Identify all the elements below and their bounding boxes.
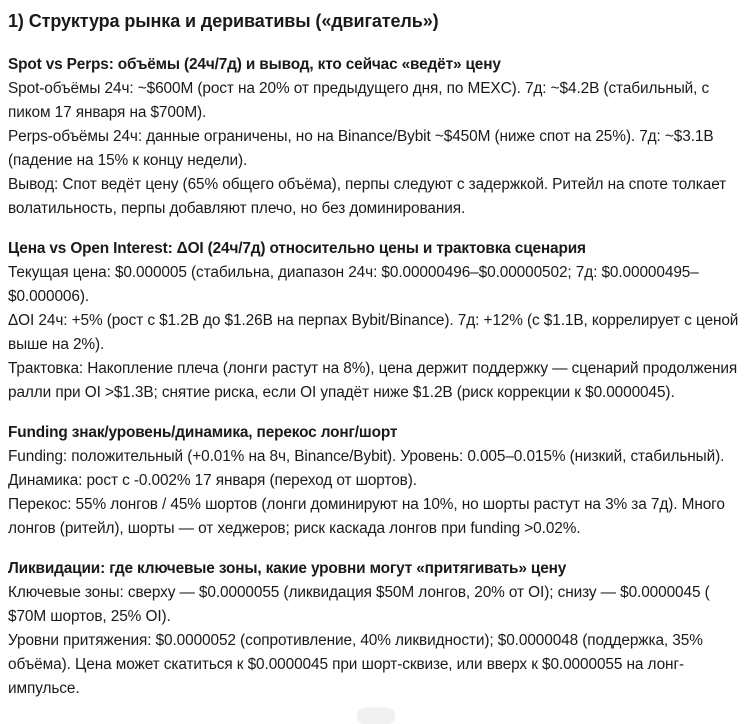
- scroll-to-bottom-button[interactable]: [357, 708, 395, 724]
- section-title: Spot vs Perps: объёмы (24ч/7д) и вывод, кто сейчас «ведёт» цену: [8, 56, 501, 73]
- section-funding: [8, 421, 746, 541]
- paragraph: Spot-объёмы 24ч: ~$600M (рост на 20% от предыдущего дня, по MEXC). 7д: ~$4.2B (стабильный, с пиком 17 января на $700M).: [8, 80, 710, 121]
- section-spot-vs-perps: [8, 53, 746, 221]
- paragraph: ΔOI 24ч: +5% (рост с $1.2B до $1.26B на перпах Bybit/Binance). 7д: +12% (с $1.1B, коррелирует с ценой выше на 2%).: [8, 312, 739, 353]
- page-title: 1) Структура рынка и деривативы («двигатель»): [8, 11, 439, 31]
- section-title: Funding знак/уровень/динамика, перекос лонг/шорт: [8, 424, 398, 441]
- section-title: Ликвидации: где ключевые зоны, какие уровни могут «притягивать» цену: [8, 560, 567, 577]
- document-body: [8, 8, 746, 717]
- paragraph: Вывод: Спот ведёт цену (65% общего объёма), перпы следуют с задержкой. Ритейл на споте толкает волатильность, перпы добавляют плечо, но без доминирования.: [8, 176, 727, 217]
- paragraph: Текущая цена: $0.000005 (стабильна, диапазон 24ч: $0.00000496–$0.00000502; 7д: $0.00000495–$0.000006).: [8, 264, 699, 305]
- section-liquidations: [8, 557, 746, 701]
- paragraph: Трактовка: Накопление плеча (лонги растут на 8%), цена держит поддержку — сценарий продолжения ралли при OI >$1.3B; снятие риска, если OI упадёт ниже $1.2B (риск коррекции к $0.0000045).: [8, 360, 738, 401]
- section-title: Цена vs Open Interest: ΔOI (24ч/7д) относительно цены и трактовка сценария: [8, 240, 586, 257]
- paragraph: Funding: положительный (+0.01% на 8ч, Binance/Bybit). Уровень: 0.005–0.015% (низкий, стабильный). Динамика: рост с -0.002% 17 января (переход от шортов).: [8, 448, 725, 489]
- section-price-vs-oi: [8, 237, 746, 405]
- paragraph: Perps-объёмы 24ч: данные ограничены, но на Binance/Bybit ~$450M (ниже спот на 25%). 7д: ~$3.1B (падение на 15% к концу недели).: [8, 128, 714, 169]
- paragraph: Уровни притяжения: $0.0000052 (сопротивление, 40% ликвидности); $0.0000048 (поддержка, 35% объёма). Цена может скатиться к $0.0000045 при шорт-сквизе, или вверх к $0.0000055 на лонг-импульсе.: [8, 632, 703, 697]
- paragraph: Перекос: 55% лонгов / 45% шортов (лонги доминируют на 10%, но шорты растут на 3% за 7д). Много лонгов (ритейл), шорты — от хеджеров; риск каскада лонгов при funding >0.02%.: [8, 496, 725, 537]
- paragraph: Ключевые зоны: сверху — $0.0000055 (ликвидация $50M лонгов, 20% от OI); снизу — $0.0000045 ( $70M шортов, 25% OI).: [8, 584, 710, 625]
